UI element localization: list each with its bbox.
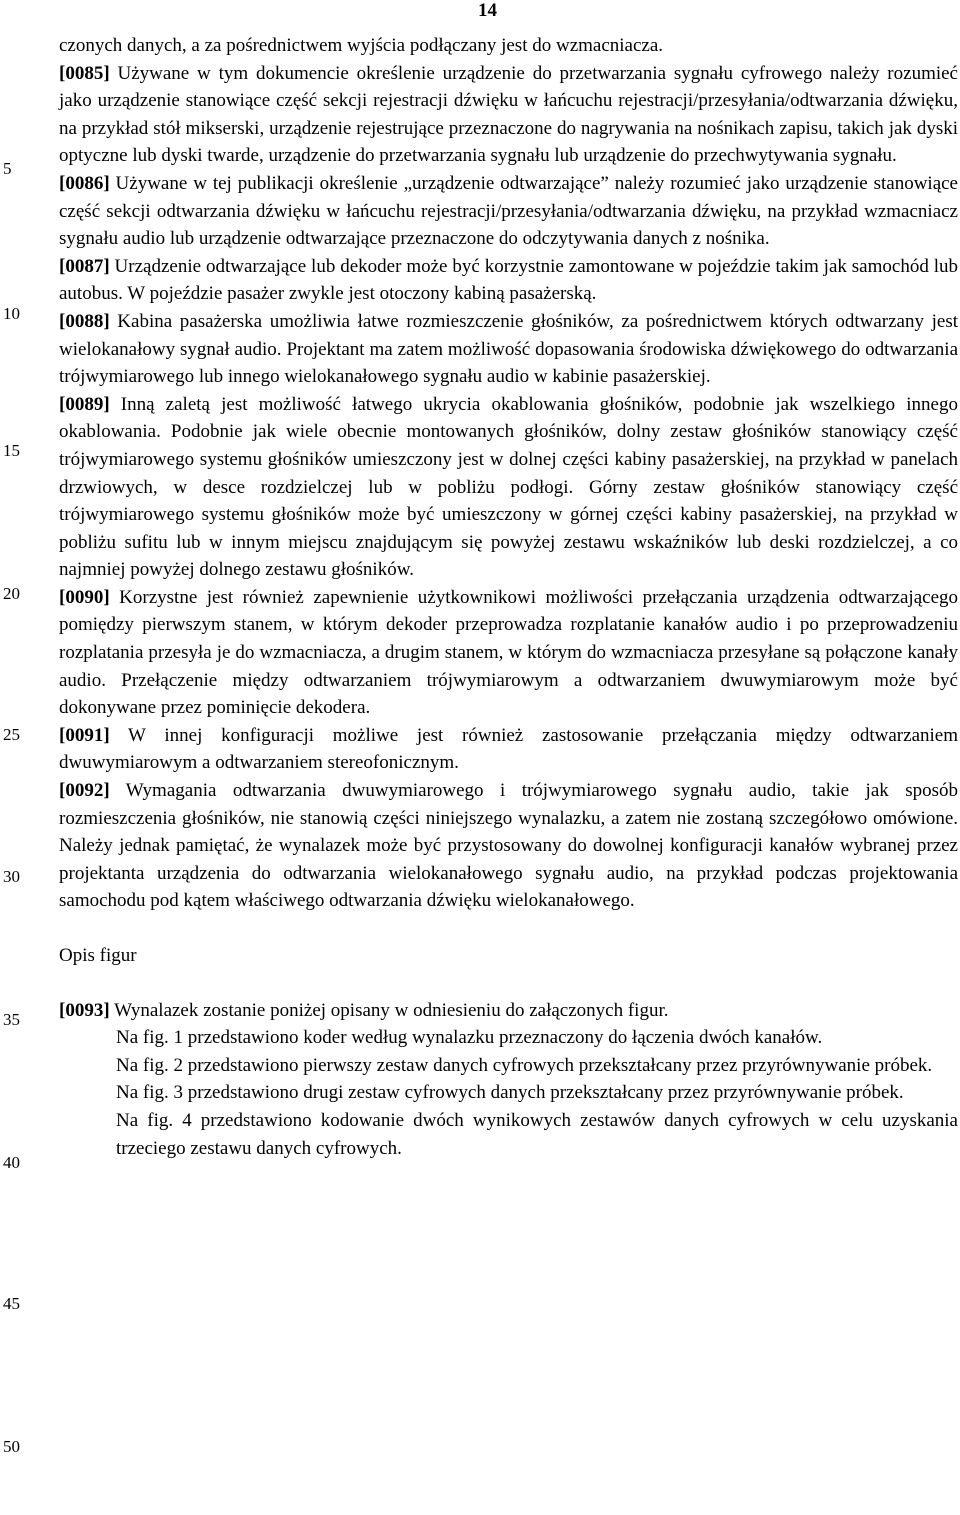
paragraph-0089 bbox=[59, 391, 958, 584]
line-number: 15 bbox=[3, 441, 20, 460]
paragraph-number: [0090] bbox=[59, 586, 110, 608]
line-numbers bbox=[0, 0, 50, 1515]
paragraph-text: Używane w tej publikacji określenie „urządzenie odtwarzające” należy rozumieć jako urządzenie stanowiące część sekcji odtwarzania dźwięku w łańcuchu rejestracji/przesyłania/odtwarzania dźwięku, na przykład wzmacniacz sygnału audio lub urządzenie odtwarzające przeznaczone do odczytywania danych z nośnika. bbox=[59, 172, 958, 250]
paragraph-0085 bbox=[59, 60, 958, 170]
paragraph-text: Wynalazek zostanie poniżej opisany w odniesieniu do załączonych figur. bbox=[109, 999, 669, 1021]
page-number: 14 bbox=[478, 0, 497, 21]
paragraph-number: [0085] bbox=[59, 62, 110, 84]
figure-description: Na fig. 3 przedstawiono drugi zestaw cyfrowych danych przekształcany przez przyrównywanie próbek. bbox=[116, 1082, 904, 1104]
paragraph-text: Korzystne jest również zapewnienie użytkownikowi możliwości przełączania urządzenia odtwarzającego pomiędzy pierwszym stanem, w którym dekoder przeprowadza rozplatanie kanałów audio i po przeprowadzeniu rozplatania przesyła je do wzmacniacza, a drugim stanem, w którym do wzmacniacza przesyłane są połączone kanały audio. Przełączenie między odtwarzaniem trójwymiarowym a odtwarzaniem dwuwymiarowym może być dokonywane przez pominięcie dekodera. bbox=[59, 586, 958, 719]
paragraph-0093 bbox=[59, 997, 958, 1025]
paragraph-0092 bbox=[59, 777, 958, 915]
paragraph-text: Używane w tym dokumencie określenie urządzenie do przetwarzania sygnału cyfrowego należy rozumieć jako urządzenie stanowiące część sekcji rejestracji dźwięku w łańcuchu rejestracji/przesyłania/odtwarzania dźwięku, na przykład stół mikserski, urządzenie rejestrujące przeznaczone do nagrywania na nośnikach zapisu, takich jak dyski optyczne lub dyski twarde, urządzenie do przetwarzania sygnału lub urządzenie do przechwytywania sygnału. bbox=[59, 62, 958, 167]
paragraph-0086 bbox=[59, 170, 958, 253]
section-heading: Opis figur bbox=[59, 945, 137, 966]
paragraph-0090 bbox=[59, 584, 958, 722]
paragraph-text: W innej konfiguracji możliwe jest również zastosowanie przełączania między odtwarzaniem dwuwymiarowym a odtwarzaniem stereofonicznym. bbox=[59, 724, 958, 774]
paragraph-0087 bbox=[59, 253, 958, 308]
paragraph-text: Kabina pasażerska umożliwia łatwe rozmieszczenie głośników, za pośrednictwem których odtwarzany jest wielokanałowy sygnał audio. Projektant ma zatem możliwość dopasowania środowiska dźwiękowego do odtwarzania trójwymiarowego lub innego wielokanałowego sygnału audio w kabinie pasażerskiej. bbox=[59, 310, 958, 388]
line-number: 30 bbox=[3, 867, 20, 886]
line-number: 10 bbox=[3, 304, 20, 323]
figure-description: Na fig. 2 przedstawiono pierwszy zestaw danych cyfrowych przekształcany przez przyrównywanie próbek. bbox=[116, 1054, 933, 1076]
paragraph-number: [0089] bbox=[59, 393, 110, 415]
paragraph-text: Inną zaletą jest możliwość łatwego ukrycia okablowania głośników, podobnie jak wszelkiego innego okablowania. Podobnie jak wiele obecnie montowanych głośników, dolny zestaw głośników stanowiący część trójwymiarowego systemu głośników umieszczony jest w dolnej części kabiny pasażerskiej, na przykład w panelach drzwiowych, w desce rozdzielczej lub w pobliżu podłogi. Górny zestaw głośników stanowiący część trójwymiarowego systemu głośników może być umieszczony w górnej części kabiny pasażerskiej, na przykład w pobliżu sufitu lub w innym miejscu znajdującym się powyżej zestawu wskaźników lub deski rozdzielczej, a co najmniej powyżej dolnego zestawu głośników. bbox=[59, 393, 958, 581]
line-number: 35 bbox=[3, 1010, 20, 1029]
paragraph-text: czonych danych, a za pośrednictwem wyjścia podłączany jest do wzmacniacza. bbox=[59, 35, 664, 56]
line-number: 20 bbox=[3, 584, 20, 603]
paragraph-number: [0092] bbox=[59, 780, 110, 802]
line-number: 25 bbox=[3, 725, 20, 744]
line-number: 50 bbox=[3, 1437, 20, 1456]
figure-description: Na fig. 1 przedstawiono koder według wynalazku przeznaczony do łączenia dwóch kanałów. bbox=[116, 1027, 823, 1049]
paragraph-0088 bbox=[59, 308, 958, 391]
paragraph-number: [0093] bbox=[59, 999, 110, 1021]
paragraph-number: [0086] bbox=[59, 172, 110, 194]
line-number: 45 bbox=[3, 1294, 20, 1313]
paragraph-number: [0088] bbox=[59, 310, 110, 332]
paragraph-number: [0091] bbox=[59, 724, 110, 746]
paragraph-0091 bbox=[59, 722, 958, 777]
figure-description: Na fig. 4 przedstawiono kodowanie dwóch wynikowych zestawów danych cyfrowych w celu uzyskania trzeciego zestawu danych cyfrowych. bbox=[116, 1109, 958, 1159]
document-body bbox=[59, 32, 958, 1162]
paragraph-number: [0087] bbox=[59, 255, 110, 277]
line-number: 40 bbox=[3, 1153, 20, 1172]
paragraph-text: Wymagania odtwarzania dwuwymiarowego i trójwymiarowego sygnału audio, takie jak sposób rozmieszczenia głośników, nie stanowią części niniejszego wynalazku, a zatem nie zostaną szczegółowo omówione. Należy jednak pamiętać, że wynalazek może być przystosowany do dowolnej konfiguracji kanałów wybranej przez projektanta urządzenia do odtwarzania wielokanałowego sygnału audio, na przykład podczas projektowania samochodu pod kątem właściwego odtwarzania dźwięku wielokanałowego. bbox=[59, 780, 958, 912]
paragraph bbox=[59, 32, 958, 60]
paragraph-text: Urządzenie odtwarzające lub dekoder może być korzystnie zamontowane w pojeździe takim jak samochód lub autobus. W pojeździe pasażer zwykle jest otoczony kabiną pasażerską. bbox=[59, 255, 958, 305]
line-number: 5 bbox=[3, 159, 12, 178]
